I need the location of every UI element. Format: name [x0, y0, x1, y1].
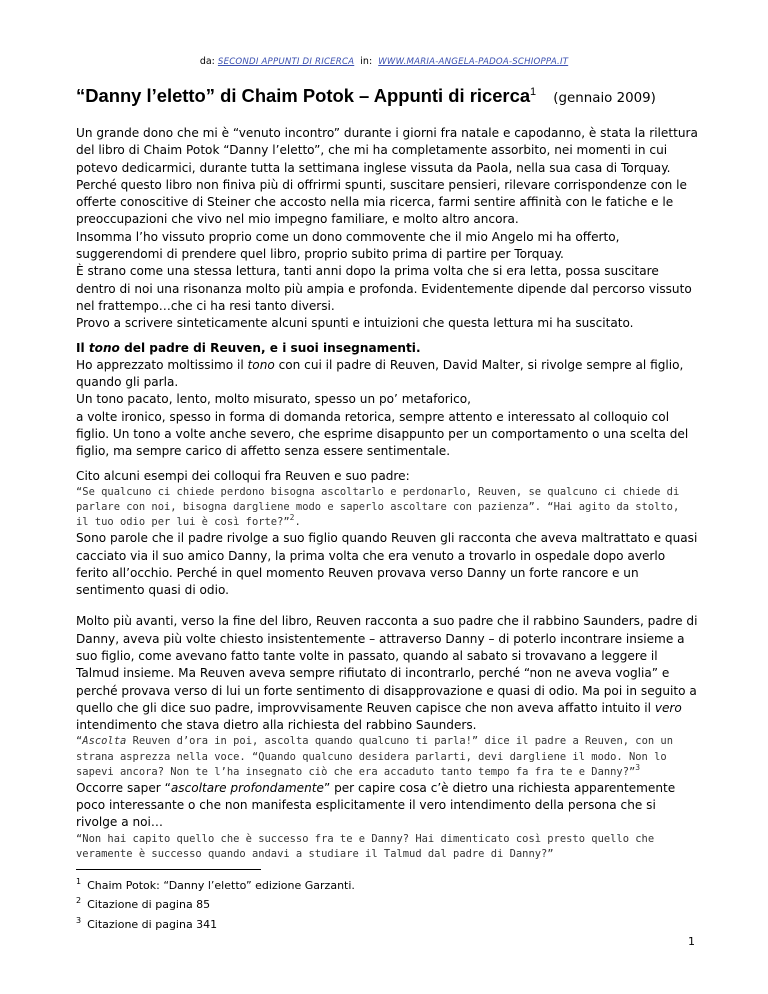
p1-italic: tono — [247, 357, 275, 372]
section1-paragraph-4: Cito alcuni esempi dei colloqui fra Reuven e suo padre: — [76, 468, 410, 483]
document-title — [76, 85, 696, 107]
heading-italic: tono — [88, 340, 120, 355]
heading-post: del padre di Reuven, e i suoi insegnamenti. — [119, 340, 421, 355]
title-date: (gennaio 2009) — [553, 91, 656, 106]
footnotes — [76, 874, 355, 932]
section2-paragraph-1 — [76, 613, 698, 734]
site-link[interactable]: WWW.MARIA-ANGELA-PADOA-SCHIOPPA.IT — [378, 57, 569, 67]
footnote-number: 3 — [76, 915, 82, 925]
s2p1-pre: Molto più avanti, verso la fine del libro, Reuven racconta a suo padre che il rabbino Saunders, padre di Danny, aveva più volte chiesto insistentemente – attraverso Danny – di poterlo incontrare insieme a suo figlio, come avevano fatto tante volte in passato, quando al sabato si trovavano a leggere il Talmud insieme. Ma Reuven aveva sempre rifiutato di incontrarlo, perché “non ne aveva voglia” e perché provava verso di lui un forte sentimento di disapprovazione e quasi di odio. Ma poi in seguito a quello che gli dice suo padre, improvvisamente Reuven capisce che non aveva affatto intuito il — [76, 614, 698, 715]
section1-paragraph-5: Sono parole che il padre rivolge a suo figlio quando Reuven gli racconta che aveva maltrattato e quasi cacciato via il suo amico Danny, la prima volta che era venuto a trovarlo in ospedale dopo averlo ferito all’occhio. Perché in quel momento Reuven provava verso Danny un forte rancore e un sentimento quasi di odio. — [76, 531, 698, 598]
s2p1-post: intendimento che stava dietro alla richiesta del rabbino Saunders. — [76, 718, 477, 733]
quote-2-footnote-ref[interactable]: 3 — [635, 762, 641, 772]
s2p2-italic: ascoltare profondamente — [170, 780, 324, 795]
intro-paragraph-5: Provo a scrivere sinteticamente alcuni spunti e intuizioni che questa lettura mi ha suscitato. — [76, 316, 634, 331]
quote-1-text: “Se qualcuno ci chiede perdono bisogna ascoltarlo e perdonarlo, Reuven, se qualcuno ci chiede di parlare con noi, bisogna dargliene modo e saperlo ascoltare con pazienza”. “Hai agito da stolto, il tuo odio per lui è così forte?” — [76, 485, 680, 529]
s2p1-italic: vero — [654, 700, 682, 715]
footnote-item — [76, 893, 355, 912]
title-text: “Danny l’eletto” di Chaim Potok – Appunti di ricerca — [76, 85, 531, 106]
quote-1 — [76, 485, 698, 530]
footnote-text: Citazione di pagina 85 — [87, 898, 211, 912]
quote-2-italic: Ascolta — [82, 735, 127, 748]
intro-paragraph-1: Un grande dono che mi è “venuto incontro” durante i giorni fra natale e capodanno, è stata la rilettura del libro di Chaim Potok “Danny l’eletto”, che mi ha completamente assorbito, nei momenti in cui potevo dedicarmici, durante tutta la settimana inglese vissuta da Paola, nella sua casa di Torquay. — [76, 126, 698, 175]
section2-paragraph-2 — [76, 780, 698, 832]
page-number: 1 — [688, 935, 695, 948]
footnote-item — [76, 874, 355, 893]
quote-2-text: Reuven d’ora in poi, ascolta quando qualcuno ti parla!” dice il padre a Reuven, con un strana asprezza nella voce. “Quando qualcuno desidera parlarti, devi dargliene il modo. Non lo sapevi ancora? Non te l’ha insegnato ciò che era accaduto tanto tempo fa fra te e Danny?” — [76, 735, 673, 778]
footnote-number: 1 — [76, 877, 82, 886]
page-header — [0, 56, 768, 67]
quote-1-footnote-ref[interactable]: 2 — [289, 513, 295, 523]
section1-paragraph-2: Un tono pacato, lento, molto misurato, spesso un po’ metaforico, — [76, 392, 471, 407]
intro-paragraph-4: È strano come una stessa lettura, tanti anni dopo la prima volta che si era letta, possa suscitare dentro di noi una risonanza molto più ampia e profonda. Evidentemente dipende dal percorso vissuto nel frattempo…che ci ha resi tanto diversi. — [76, 264, 692, 313]
heading-pre: Il — [76, 340, 89, 355]
intro-paragraph-3: Insomma l’ho vissuto proprio come un dono commovente che il mio Angelo mi ha offerto, suggerendomi di prendere quel libro, proprio subito prima di partire per Torquay. — [76, 229, 620, 262]
section-heading — [76, 340, 698, 357]
footnote-text: Citazione di pagina 341 — [87, 917, 218, 931]
s2p2-post: ” per capire cosa c’è dietro una richiesta apparentemente poco interessante o che non manifesta esplicitamente il vero intendimento della persona che si rivolge a noi… — [76, 780, 676, 830]
section1-paragraph-1 — [76, 357, 698, 392]
footnote-number: 2 — [76, 896, 82, 906]
title-footnote-ref[interactable]: 1 — [530, 86, 537, 98]
p1-pre: Ho apprezzato moltissimo il — [76, 357, 248, 372]
document-body — [76, 125, 698, 862]
quote-3: “Non hai capito quello che è successo fra te e Danny? Hai dimenticato così presto quello che veramente è successo quando andavi a studiare il Talmud dal padre di Danny?” — [76, 832, 655, 860]
quote-1-end: . — [294, 516, 301, 529]
intro-paragraph-2: Perché questo libro non finiva più di offrirmi spunti, suscitare pensieri, rilevare corrispondenze con le offerte conoscitive di Steiner che accosto nella mia ricerca, farmi sentire affinità con le fatiche e le preoccupazioni che vivo nel mio impegno familiare, e molto altro ancora. — [76, 177, 687, 227]
source-link[interactable]: SECONDI APPUNTI DI RICERCA — [217, 57, 355, 67]
header-middle: in: — [360, 56, 373, 67]
s2p2-pre: Occorre saper “ — [76, 780, 171, 795]
footnote-item — [76, 913, 355, 932]
header-prefix: da: — [199, 56, 215, 67]
p1-post: con cui il padre di Reuven, David Malter, si rivolge sempre al figlio, quando gli parla. — [76, 357, 684, 390]
footnote-divider — [76, 869, 261, 870]
quote-2 — [76, 734, 698, 779]
section1-paragraph-3: a volte ironico, spesso in forma di domanda retorica, sempre attento e interessato al colloquio col figlio. Un tono a volte anche severo, che esprime disappunto per un comportamento o una scelta del figlio, ma sempre carico di affetto senza essere sentimentale. — [76, 409, 689, 459]
quote-2-open: “ — [76, 735, 83, 748]
footnote-text: Chaim Potok: “Danny l’eletto” edizione Garzanti. — [87, 879, 355, 892]
